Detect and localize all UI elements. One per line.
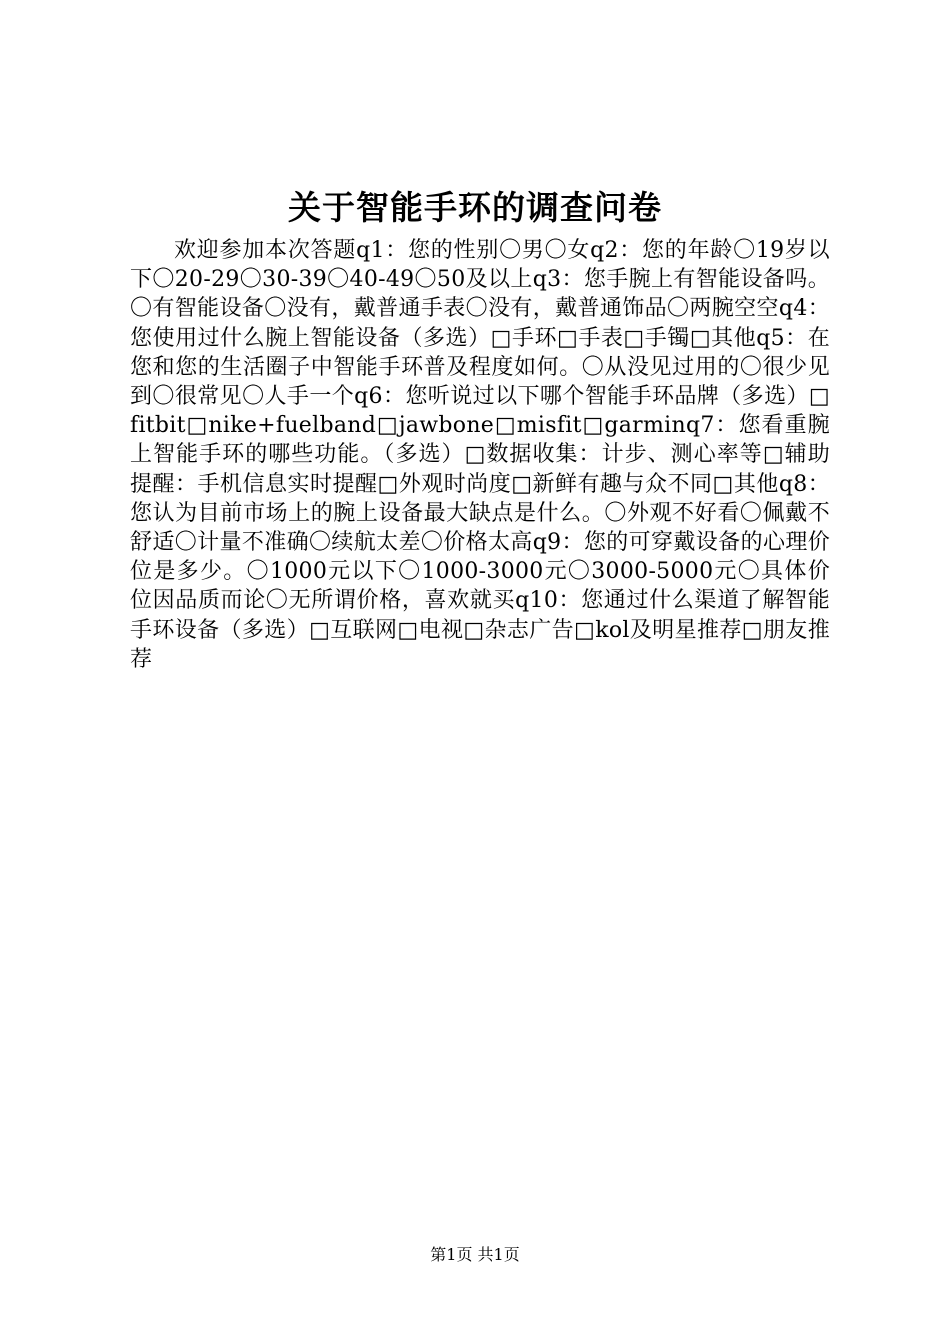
page-number-footer: 第1页 共1页 <box>430 1245 520 1264</box>
document-body: 欢迎参加本次答题q1：您的性别〇男〇女q2：您的年龄〇19岁以下〇20-29〇30-39〇40-49〇50及以上q3：您手腕上有智能设备吗。〇有智能设备〇没有，戴普通手表〇没有，戴普通饰品〇两腕空空q4：您使用过什么腕上智能设备（多选）□手环□手表□手镯□其他q5：在您和您的生活圈子中智能手环普及程度如何。〇从没见过用的〇很少见到〇很常见〇人手一个q6：您听说过以下哪个智能手环品牌（多选）□fitbit□nike+fuelband□jawbone□misfit□garminq7：您看重腕上智能手环的哪些功能。（多选）□数据收集：计步、测心率等□辅助提醒：手机信息实时提醒□外观时尚度□新鲜有趣与众不同□其他q8：您认为目前市场上的腕上设备最大缺点是什么。〇外观不好看〇佩戴不舒适〇计量不准确〇续航太差〇价格太高q9：您的可穿戴设备的心理价位是多少。〇1000元以下〇1000-3000元〇3000-5000元〇具体价位因品质而论〇无所谓价格，喜欢就买q10：您通过什么渠道了解智能手环设备（多选）□互联网□电视□杂志广告□kol及明星推荐□朋友推荐 <box>130 238 830 672</box>
document-title: 关于智能手环的调查问卷 <box>288 188 662 227</box>
